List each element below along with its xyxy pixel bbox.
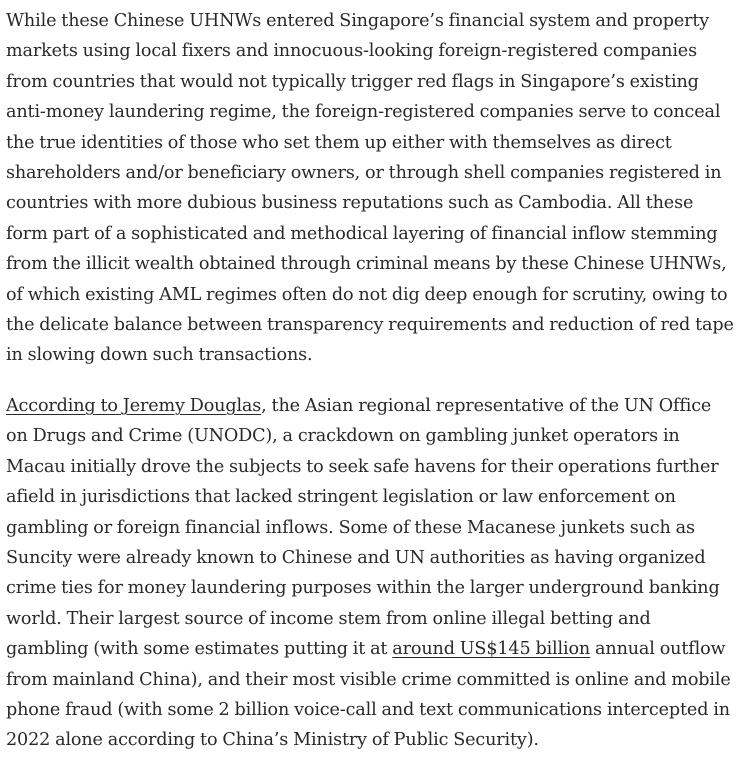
paragraph-2-text-2: annual outflow from mainland China), and their most visible crime committed is online and mobile phone fraud (with some 2 billion voice-call and text communications intercepted in 2022 alone according to China’s Ministry of Public Security). — [6, 639, 731, 751]
us145-billion-link[interactable]: around US$145 billion — [392, 639, 591, 660]
paragraph-1: While these Chinese UHNWs entered Singapore’s financial system and property markets using local fixers and innocuous-looking foreign-registered companies from countries that would not typically trigger red flags in Singapore’s existing anti-money laundering regime, the foreign-registered companies serve to conceal the true identities of those who set them up either with themselves as direct shareholders and/or beneficiary owners, or through shell companies registered in countries with more dubious business reputations such as Cambodia. All these form part of a sophisticated and methodical layering of financial inflow stemming from the illicit wealth obtained through criminal means by these Chinese UHNWs, of which existing AML regimes often do not dig deep enough for scrutiny, owing to the delicate balance between transparency requirements and reduction of red tape in slowing down such transactions. — [6, 11, 734, 366]
paragraph-2 — [6, 391, 737, 756]
paragraph-2-text-1: , the Asian regional representative of the UN Office on Drugs and Crime (UNODC), a crackdown on gambling junket operators in Macau initially drove the subjects to seek safe havens for their operations further afield in jurisdictions that lacked stringent legislation or law enforcement on gambling or foreign financial inflows. Some of these Macanese junkets such as Suncity were already known to Chinese and UN authorities as having organized crime ties for money laundering purposes within the larger underground banking world. Their largest source of income stem from online illegal betting and gambling (with some estimates putting it at — [6, 395, 720, 660]
jeremy-douglas-link[interactable]: According to Jeremy Douglas — [6, 395, 262, 416]
